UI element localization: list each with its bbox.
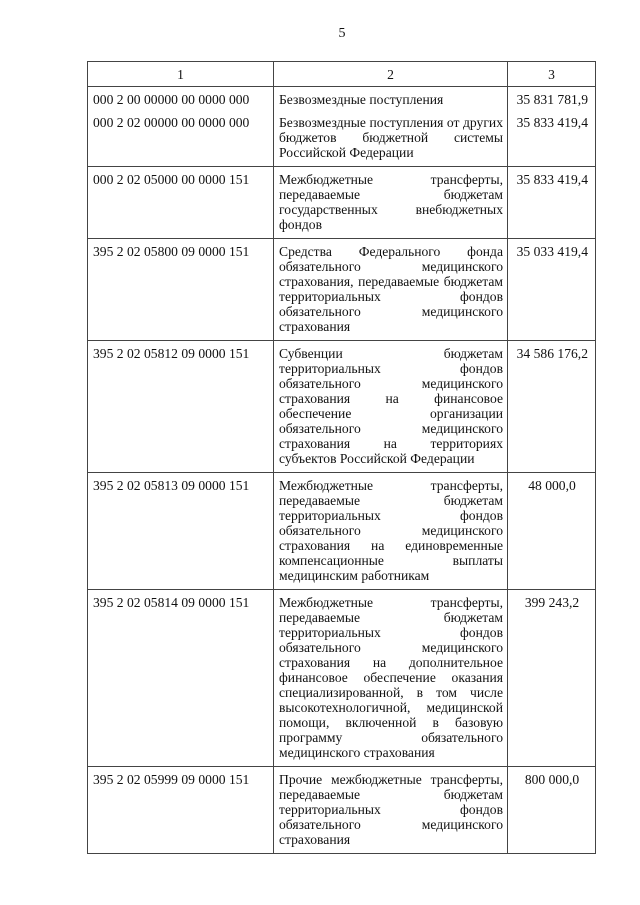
budget-code-cell: 395 2 02 05800 09 0000 151 — [88, 239, 274, 341]
amount-cell: 35 833 419,4 — [508, 167, 596, 239]
revenue-name-cell: Субвенции бюджетам территориальных фондов обязательного медицинского страхования на финансовое обеспечение организации обязательного медицинского страхования на территориях субъектов Российской Федерации — [274, 341, 508, 473]
table-header-row — [88, 62, 596, 87]
table-row — [88, 167, 596, 239]
column-header-name: 2 — [274, 62, 508, 87]
budget-code-cell: 395 2 02 05813 09 0000 151 — [88, 473, 274, 590]
amount-cell: 35 033 419,4 — [508, 239, 596, 341]
amount-cell: 35 833 419,4 — [508, 111, 596, 167]
table-row — [88, 111, 596, 167]
table-row — [88, 473, 596, 590]
table-row — [88, 767, 596, 854]
amount-cell: 800 000,0 — [508, 767, 596, 854]
revenue-name-cell: Безвозмездные поступления от других бюджетов бюджетной системы Российской Федерации — [274, 111, 508, 167]
amount-cell: 399 243,2 — [508, 590, 596, 767]
budget-code-cell: 395 2 02 05812 09 0000 151 — [88, 341, 274, 473]
table-row — [88, 341, 596, 473]
table-row — [88, 239, 596, 341]
revenue-name-cell: Средства Федерального фонда обязательного медицинского страхования, передаваемые бюджетам территориальных фондов обязательного медицинского страхования — [274, 239, 508, 341]
budget-revenue-table — [87, 61, 596, 854]
amount-cell: 35 831 781,9 — [508, 87, 596, 112]
table-row — [88, 590, 596, 767]
revenue-name-cell: Безвозмездные поступления — [274, 87, 508, 112]
amount-cell: 34 586 176,2 — [508, 341, 596, 473]
column-header-code: 1 — [88, 62, 274, 87]
revenue-name-cell: Межбюджетные трансферты, передаваемые бюджетам территориальных фондов обязательного медицинского страхования на единовременные компенсационные выплаты медицинским работникам — [274, 473, 508, 590]
page-number: 5 — [338, 26, 346, 41]
revenue-name-cell: Межбюджетные трансферты, передаваемые бюджетам территориальных фондов обязательного медицинского страхования на дополнительное финансовое обеспечение оказания специализированной, в том числе высокотехнологичной, медицинской помощи, включенной в базовую программу обязательного медицинского страхования — [274, 590, 508, 767]
budget-code-cell: 000 2 00 00000 00 0000 000 — [88, 87, 274, 112]
amount-cell: 48 000,0 — [508, 473, 596, 590]
budget-code-cell: 000 2 02 05000 00 0000 151 — [88, 167, 274, 239]
revenue-name-cell: Межбюджетные трансферты, передаваемые бюджетам государственных внебюджетных фондов — [274, 167, 508, 239]
revenue-name-cell: Прочие межбюджетные трансферты, передаваемые бюджетам территориальных фондов обязательного медицинского страхования — [274, 767, 508, 854]
table-row — [88, 87, 596, 112]
budget-code-cell: 395 2 02 05814 09 0000 151 — [88, 590, 274, 767]
column-header-amount: 3 — [508, 62, 596, 87]
budget-code-cell: 000 2 02 00000 00 0000 000 — [88, 111, 274, 167]
budget-code-cell: 395 2 02 05999 09 0000 151 — [88, 767, 274, 854]
